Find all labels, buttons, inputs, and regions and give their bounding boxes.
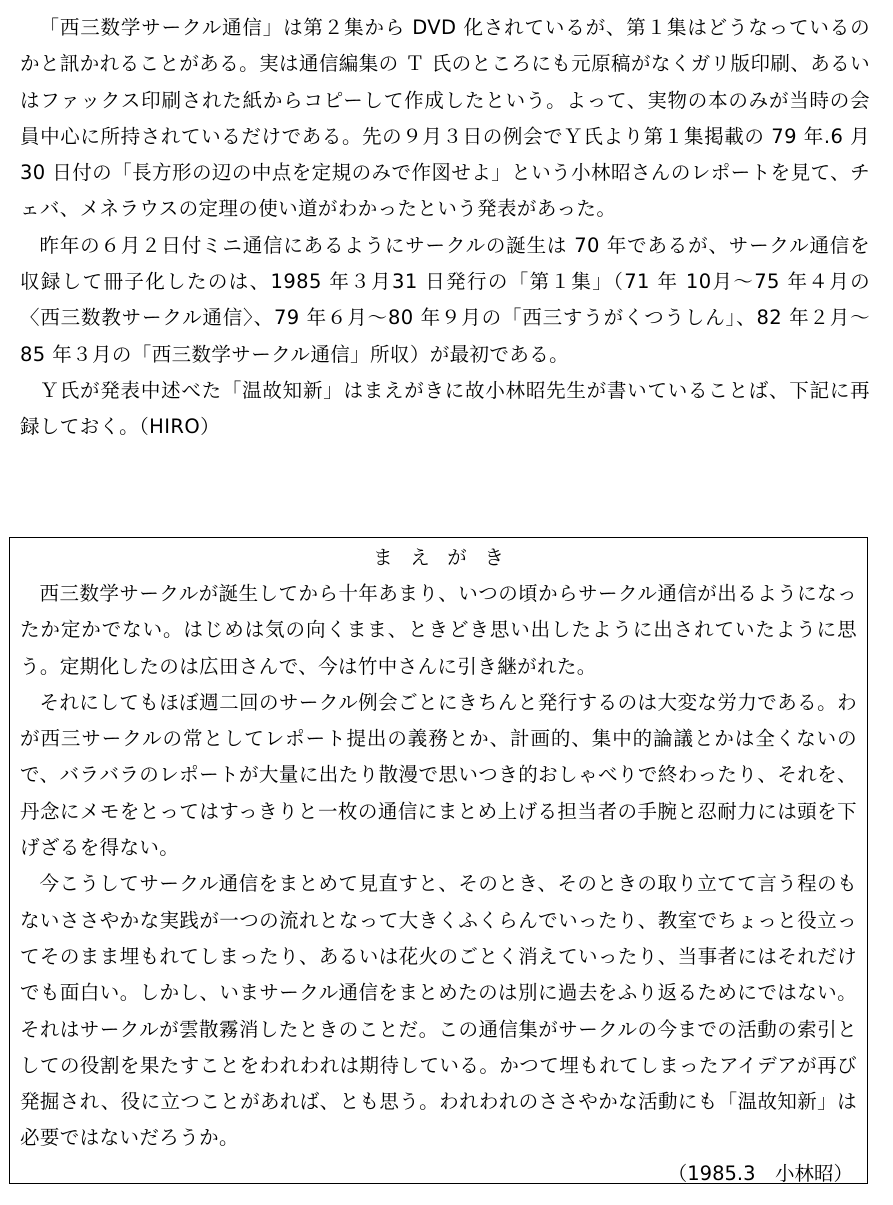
intro-section	[20, 10, 870, 446]
preface-paragraph: 西三数学サークルが誕生してから十年あまり、いつの頃からサークル通信が出るようになったか定かでない。はじめは気の向くまま、ときどき思い出したように出されていたように思う。定期化したのは広田さんで、今は竹中さんに引き継がれた。	[20, 582, 857, 678]
preface-signature: （1985.3 小林昭）	[667, 1161, 853, 1185]
preface-body	[20, 576, 857, 1157]
intro-paragraph: 昨年の６月２日付ミニ通信にあるようにサークルの誕生は 70 年であるが、サークル通信を収録して冊子化したのは、1985 年３月31 日発行の「第１集」（71 年 10月～75 年４月の〈西三数教サークル通信〉、79 年６月～80 年９月の「西三すうがくつうしん」、82 年２月～85 年３月の「西三数学サークル通信」所収）が最初である。	[20, 233, 870, 366]
preface-box	[9, 537, 868, 1184]
intro-paragraph: 「西三数学サークル通信」は第２集から DVD 化されているが、第１集はどうなっているのかと訊かれることがある。実は通信編集の Ｔ 氏のところにも元原稿がなくガリ版印刷、あるいはファックス印刷された紙からコピーして作成したという。よって、実物の本のみが当時の会員中心に所持されているだけである。先の９月３日の例会でＹ氏より第１集掲載の 79 年.6 月 30 日付の「長方形の辺の中点を定規のみで作図せよ」という小林昭さんのレポートを見て、チェバ、メネラウスの定理の使い道がわかったという発表があった。	[20, 16, 870, 221]
preface-paragraph: それにしてもほぼ週二回のサークル例会ごとにきちんと発行するのは大変な労力である。わが西三サークルの常としてレポート提出の義務とか、計画的、集中的論議とかは全くないので、バラバラのレポートが大量に出たり散漫で思いつき的おしゃべりで終わったり、それを、丹念にメモをとってはすっきりと一枚の通信にまとめ上げる担当者の手腕と忍耐力には頭を下げざるを得ない。	[20, 690, 857, 860]
preface-title: まえがき	[373, 546, 522, 569]
intro-paragraph: Ｙ氏が発表中述べた「温故知新」はまえがきに故小林昭先生が書いていることば、下記に再録しておく。（HIRO）	[20, 378, 870, 439]
preface-paragraph: 今こうしてサークル通信をまとめて見直すと、そのとき、そのときの取り立てて言う程のもないささやかな実践が一つの流れとなって大きくふくらんでいったり、教室でちょっと役立ってそのまま埋もれてしまったり、あるいは花火のごとく消えていったり、当事者にはそれだけでも面白い。しかし、いまサークル通信をまとめたのは別に過去をふり返るためにではない。それはサークルが雲散霧消したときのことだ。この通信集がサークルの今までの活動の索引としての役割を果たすことをわれわれは期待している。かつて埋もれてしまったアイデアが再び発掘され、役に立つことがあれば、とも思う。われわれのささやかな活動にも「温故知新」は必要ではないだろうか。	[20, 872, 857, 1150]
